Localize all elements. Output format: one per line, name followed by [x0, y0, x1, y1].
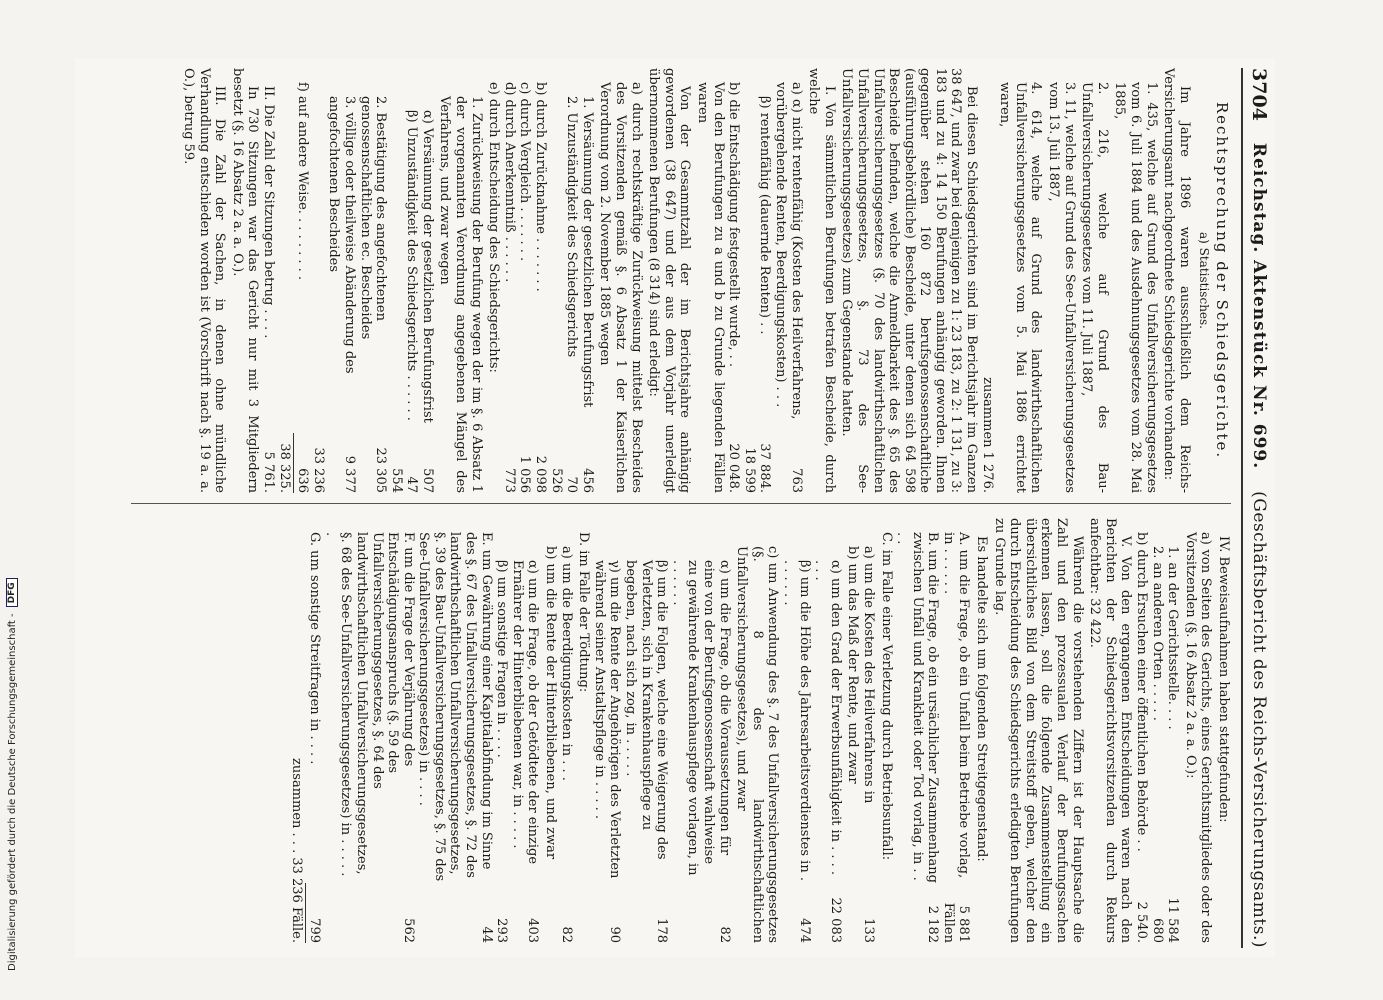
- row-r-e3: 3. völlige oder theilweise Abänderung des angefochtenen Bescheides 9 377: [326, 96, 357, 493]
- row-r-c: c) durch Vergleich . . . . . . . 1 056: [517, 82, 533, 493]
- document-page: [75, 58, 1275, 958]
- credit-text: Digitalisierung gefördert durch die Deutsche Forschungsgemeinschaft -: [6, 613, 18, 971]
- dispute-total: zusammen . . . 33 236 Fälle.: [288, 758, 304, 943]
- row-r-b: b) durch Zurücknahme . . . . . . . 2 098: [533, 82, 549, 493]
- row-a-beta: β) rentenfähig (dauernde Renten) . . 37 884.: [757, 96, 773, 493]
- row-IV-a1: 1. an der Gerichtsstelle. . . . 11 584: [1165, 546, 1181, 943]
- row-r-e: e) durch Entscheidung des Schiedsgerichts:: [486, 82, 502, 373]
- digitization-credit: [1, 11, 23, 971]
- row-IV-a: a) von Seiten des Gerichts, eines Gerichtsmitgliedes oder des Vorsitzenden (§. 16 Absatz 2 a. a. O.):: [1182, 532, 1214, 943]
- section-III: III. Die Zahl der Sachen, in denen ohne mündliche Verhandlung entschieden worden ist (Vorschrift nach §. 19 a. a. O.), betrug 59.: [181, 68, 228, 493]
- row-Cc-c: γ) um die Rente der Angehörigen des Verletzten während seiner Anstaltspflege in . . . . . 90: [591, 560, 623, 943]
- dispute-intro: Es handelte sich um folgenden Streitgegenstand:: [974, 536, 990, 862]
- left-column: [178, 68, 1231, 493]
- list-item: 2. 216, welche auf Grund des Bau-Unfallversicherungsgesetzes vom 11. Juli 1887,: [1079, 82, 1110, 493]
- section-title: Rechtsprechung der Schiedsgerichte.: [1213, 101, 1231, 460]
- row-r-total: 38 325.: [276, 443, 292, 493]
- row-Cb-b: β) um die Höhe des Jahresarbeitsverdienstes in . . . . . . . 474: [780, 560, 812, 943]
- row-r-a1: 1. Versäumung der gesetzlichen Berufungsfrist 456: [579, 96, 595, 493]
- list-item: 3. 11, welche auf Grund des See-Unfallversicherungsgesetzes vom 13. Juli 1887,: [1046, 82, 1077, 493]
- dfg-logo: DFG: [6, 578, 18, 607]
- row-r-e2: 2. Bestätigung des angefochtenen genossenschaftlichen ec. Bescheides 23 305: [357, 96, 389, 493]
- row-a-alpha: a) α) nicht rentenfähig (Kosten des Heilverfahrens, vorübergehende Renten, Beerdigungskosten) . . . 763: [772, 82, 804, 493]
- row-C: C. im Falle einer Verletzung durch Betriebsunfall:: [878, 532, 894, 861]
- row-Db-a: α) um die Frage, ob der Getödtete der einzige Ernährer der Hinterbliebenen war, in . . . . . 403: [509, 560, 541, 943]
- page-subtitle: (Geschäftsbericht des Reichs-Versicherungsamts.): [1249, 491, 1269, 948]
- section-V: V. Von den ergangenen Entscheidungen waren nach den Berichten der Schiedsgerichtsvorsitzenden durch Rekurs anfechtbar: 32 422.: [1087, 518, 1134, 943]
- row-Ca: a) um die Kosten des Heilverfahrens in 133: [860, 546, 876, 943]
- row-r-a2: 2. Unzuständigkeit des Schiedsgerichts 70: [564, 96, 580, 493]
- row-r-e-sum: 33 236: [310, 447, 326, 493]
- statistics-paragraph: Bei diesen Schiedsgerichten sind im Berichtsjahr im Ganzen 38 647, und zwar bei denjenigen zu 1: 23 183, zu 2: 1 131, zu 3: 183 und zu 4: 14 150 Berufungen anhängig geworden. Ihnen gegenüber stehen 160 872 berufsgenossenschaftliche (ausführungsbehördliche) Bescheide, unter denen sich 64 598 Bescheide befinden, welche die Anmeldbarkeit des §. 65 des Unfallversicherungsgesetzes (§. 70 des landwirthschaftlichen Unfallversicherungsgesetzes, §. 73 des See-Unfallversicherungsgesetzes) zum Gegenstande hatten.: [839, 68, 980, 493]
- row-r-a-sum: 526: [548, 468, 564, 493]
- row-Cc: c) um Anwendung des §. 7 des Unfallversicherungsgesetzes (§. 8 des landwirthschaftlichen Unfallversicherungsgesetzes), und zwar: [734, 546, 781, 943]
- row-Cb: b) um das Maß der Rente, und zwar: [845, 546, 861, 784]
- row-r-e1-sum: 554: [388, 468, 404, 493]
- intro-paragraph: Im Jahre 1896 waren ausschließlich dem Reichs-Versicherungsamt nachgeordnete Schiedsgerichte vorhanden:: [1161, 68, 1192, 493]
- page-number: 3704: [1248, 68, 1270, 121]
- row-Da: a) um die Beerdigungskosten in . . . 82: [558, 546, 574, 943]
- row-Db: b) um die Rente der Hinterbliebenen, und zwar: [543, 546, 559, 860]
- row-b: b) die Entschädigung festgestellt wurde, . . 20 048.: [726, 82, 742, 493]
- page-header: [1241, 68, 1275, 948]
- settled-paragraph: Von der Gesammtzahl der im Berichtsjahre anhängig gewordenen (38 647) und der aus dem Vorjahr unerledigt übernommenen Berufungen (8 314) sind erledigt:: [646, 68, 693, 493]
- column-divider: [131, 503, 1231, 504]
- page-title: Reichstag. Aktenstück Nr. 699.: [1249, 142, 1269, 470]
- row-D: D. im Falle der Tödtung:: [576, 532, 592, 693]
- row-r-e1b: β) Unzuständigkeit des Schiedsgerichts . . . . . . 47: [404, 110, 420, 493]
- subsection-title: a) Statistisches.: [1197, 231, 1212, 329]
- row-a-total: 18 599: [741, 447, 757, 493]
- row-Cb-a: α) um den Grad der Erwerbsunfähigkeit in . . . . . . . 22 083: [812, 560, 843, 943]
- row-r-e1: 1. Zurückweisung der Berufung wegen der im §. 6 Absatz 1 der vorgenannten Verordnung angegebenen Mängel des Verfahrens, und zwar wegen: [437, 96, 484, 493]
- row-IV-a2: 2. an anderen Orten . . . . . 680: [1149, 546, 1165, 943]
- row-r-f: f) auf andere Weise. . . . . . . . . 636: [295, 82, 311, 493]
- row-E: E. um Gewährung einer Kapitalabfindung im Sinne des §. 67 des Unfallversicherungsgesetzes, §. 72 des landwirthschaftlichen Unfallversicherungsgesetzes, §. 39 des Bau-Unfallversicherungsgesetzes, §. 75 des See-Unfallversicherungsgesetzes) in . . . . 44: [416, 532, 494, 943]
- row-A: A. um die Frage, ob ein Unfall beim Betriebe vorlag, in . . . . . . 5 881 Fällen: [940, 532, 972, 943]
- row-Db-b: β) um sonstige Fragen in . . . . 293: [494, 560, 510, 943]
- section-I-heading: I. Von sämmtlichen Berufungen betrafen Bescheide, durch welche: [806, 68, 837, 493]
- row-r-d: d) durch Anerkenntniß . . . . . . 773: [501, 82, 517, 493]
- section-IV: IV. Beweisaufnahmen haben stattgefunden:: [1216, 536, 1231, 823]
- row-F: F. um die Frage der Verjährung des Entschädigungsanspruchs (§. 59 des Unfallversicherungsgesetzes, §. 64 des landwirthschaftlichen Unfallversicherungsgesetzes, §. 68 des See-Unfallversicherungsgesetzes) in . . . . . . 562: [322, 532, 416, 943]
- row-IV-b: b) durch Ersuchen einer öffentlichen Behörde . . 2 540.: [1134, 532, 1150, 943]
- row-G: G. um sonstige Streitfragen in . . . . 799: [307, 532, 323, 943]
- row-r-e1a: α) Versäumung der gesetzlichen Berufungsfrist 507: [419, 110, 435, 493]
- court-list: [997, 68, 1159, 493]
- dispute-paragraph: Während die vorstehenden Ziffern ist der Hauptsache die Zahl und den prozessualen Verlauf der Berufungssachen erkennen lassen, soll die folgende Zusammenstellung ein übersichtliches Bild von dem Streitstoff geben, welcher den durch Entscheidung des Schiedsgerichts erledigten Berufungen zu Grunde lag.: [991, 518, 1085, 943]
- court-total: zusammen 1 276.: [979, 377, 995, 493]
- list-item: 1. 435, welche auf Grund des Unfallversicherungsgesetzes vom 6. Juli 1884 und des Ausdehnungsgesetzes vom 28. Mai 1885,: [1112, 82, 1159, 493]
- cases-note: Von den Berufungen zu a und b zu Grunde liegenden Fällen waren: [695, 82, 726, 493]
- list-item: 4. 614, welche auf Grund des landwirthschaftlichen Unfallversicherungsgesetzes vom 5. Mai 1886 errichtet waren,: [997, 82, 1044, 493]
- row-II: II. Die Zahl der Sitzungen betrug . . . . 5 761.: [260, 86, 276, 493]
- sessions-note: In 730 Sitzungen war das Gericht nur mit 3 Mitgliedern besetzt (§. 16 Absatz 2 a. a. O.).: [229, 68, 261, 493]
- row-Cc-b: β) um die Folgen, welche eine Weigerung des Verletzten, sich in Krankenhauspflege zu begeben, nach sich zog, in . . . . . 178: [623, 560, 670, 943]
- right-column: [288, 518, 1231, 943]
- row-B: B. um die Frage, ob ein ursächlicher Zusammenhang zwischen Unfall und Krankheit oder Tod vorlag, in . . . . 2 182: [894, 532, 941, 943]
- row-Cc-a: α) um die Frage, ob die Voraussetzungen für eine von der Berufsgenossenschaft wahlweise zu gewährende Krankenhauspflege vorlagen, in . . . . . . 82: [669, 560, 732, 943]
- row-r-a: a) durch rechtskräftige Zurückweisung mittelst Bescheides des Vorsitzenden gemäß §. 6 Absatz 1 der Kaiserlichen Verordnung vom 2. November 1885 wegen: [597, 82, 644, 493]
